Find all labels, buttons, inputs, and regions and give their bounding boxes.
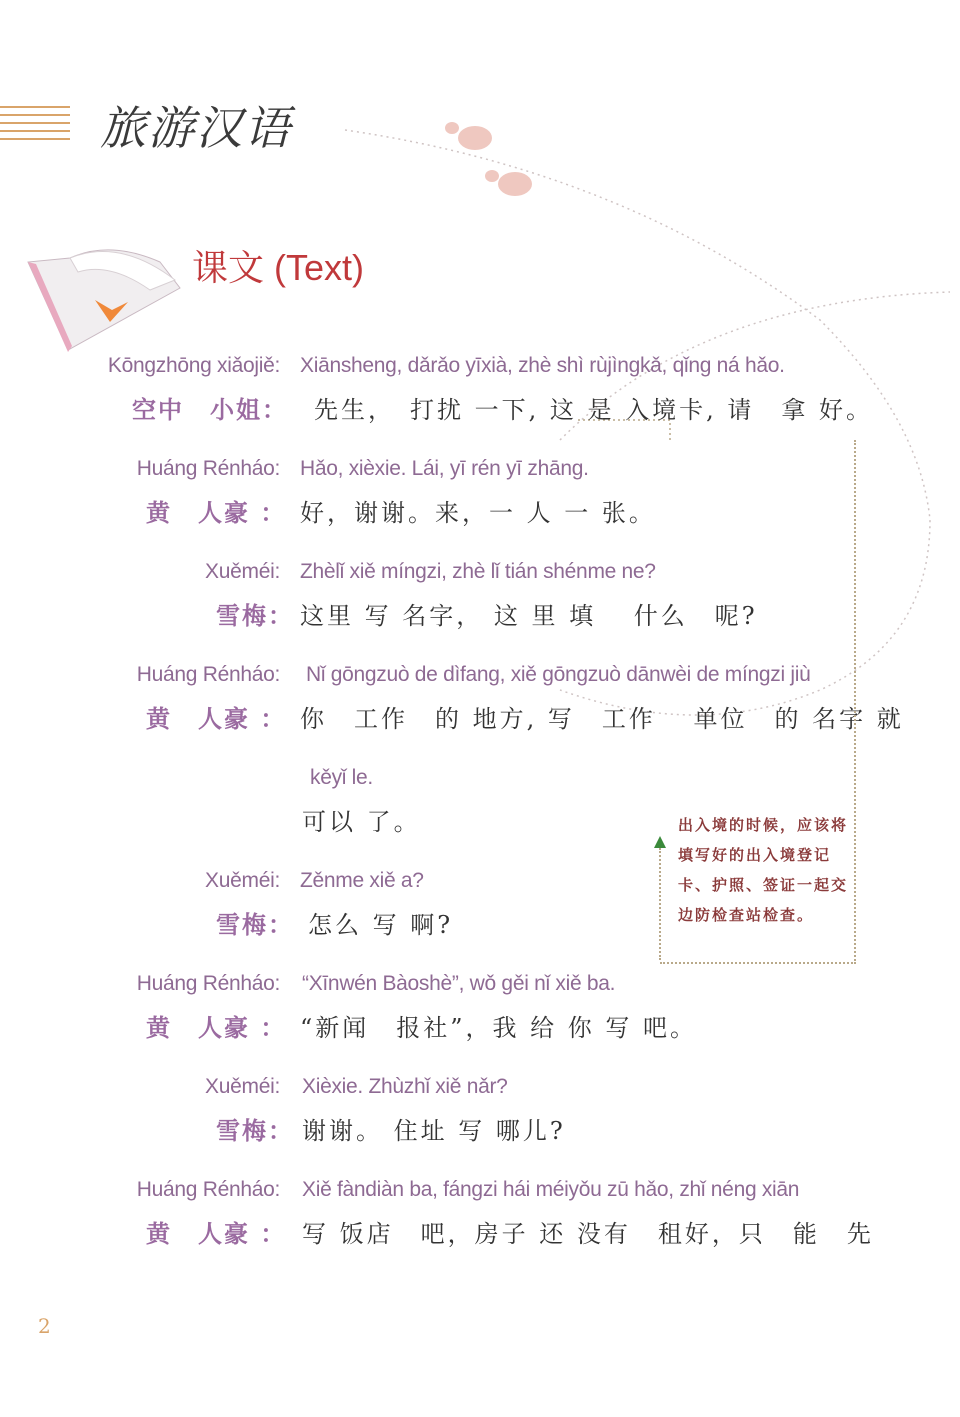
line-pinyin: Zhèlǐ xiě míngzi, zhè lǐ tián shénme ne? bbox=[300, 560, 656, 583]
decorative-stripes bbox=[0, 106, 70, 146]
footprint-icon bbox=[458, 126, 492, 150]
page-number: 2 bbox=[38, 1314, 51, 1338]
speaker-pinyin: Huáng Rénháo: bbox=[136, 457, 280, 480]
line-chinese: 怎么 写 啊? bbox=[308, 911, 454, 939]
line-pinyin: Xiě fàndiàn ba, fángzi hái méiyǒu zū hǎo, zhǐ néng xiān bbox=[302, 1178, 800, 1201]
speaker-chinese: 雪梅： bbox=[216, 602, 294, 630]
line-pinyin: “Xīnwén Bàoshè”, wǒ gěi nǐ xiě ba. bbox=[302, 972, 616, 995]
line-pinyin: Nǐ gōngzuò de dìfang, xiě gōngzuò dānwèi de míngzi jiù bbox=[306, 663, 811, 686]
line-pinyin: kěyǐ le. bbox=[310, 766, 373, 789]
speaker-chinese: 黄 人豪 ： bbox=[146, 1220, 287, 1248]
arrow-up-icon bbox=[654, 836, 666, 848]
cultural-note: 出入境的时候，应该将填写好的出入境登记卡、护照、签证一起交边防检查站检查。 bbox=[678, 816, 849, 924]
speaker-pinyin: Huáng Rénháo: bbox=[136, 1178, 280, 1201]
open-book-icon bbox=[28, 250, 180, 352]
speaker-pinyin: Huáng Rénháo: bbox=[136, 663, 280, 686]
line-chinese: 谢谢。 住址 写 哪儿? bbox=[302, 1117, 566, 1145]
note-arrow-line bbox=[659, 848, 661, 960]
speaker-pinyin: Huáng Rénháo: bbox=[136, 972, 280, 995]
line-pinyin: Xiānsheng, dǎrǎo yīxià, zhè shì rùjìngkǎ, qǐng ná hǎo. bbox=[300, 354, 785, 377]
book-title: 旅游汉语 bbox=[100, 101, 292, 155]
speaker-chinese: 雪梅： bbox=[216, 911, 294, 939]
line-chinese: 先生， 打扰 一下, 这 是 入境卡, 请 拿 好。 bbox=[314, 396, 874, 424]
speaker-chinese: 雪梅： bbox=[216, 1117, 294, 1145]
section-title: 课文 (Text) bbox=[192, 247, 365, 288]
line-chinese: 这里 写 名字， 这 里 填 什么 呢? bbox=[300, 602, 758, 630]
line-chinese: 你 工作 的 地方, 写 工作 单位 的 名字 就 bbox=[300, 705, 904, 733]
line-pinyin: Xièxie. Zhùzhǐ xiě nǎr? bbox=[302, 1075, 508, 1098]
speaker-chinese: 空中 小姐： bbox=[132, 396, 288, 424]
speaker-chinese: 黄 人豪 ： bbox=[146, 499, 287, 527]
speaker-pinyin: Xuěméi: bbox=[205, 869, 280, 892]
line-pinyin: Hǎo, xièxie. Lái, yī rén yī zhāng. bbox=[300, 457, 589, 480]
line-chinese: “新闻 报社”，我 给 你 写 吧。 bbox=[300, 1014, 698, 1042]
footprint-icon bbox=[498, 172, 532, 196]
line-chinese: 可以 了。 bbox=[302, 808, 421, 836]
speaker-pinyin: Xuěméi: bbox=[205, 1075, 280, 1098]
line-chinese: 写 饭店 吧，房子 还 没有 租好，只 能 先 bbox=[302, 1220, 874, 1248]
speaker-pinyin: Kōngzhōng xiǎojiě: bbox=[107, 354, 280, 377]
speaker-pinyin: Xuěméi: bbox=[205, 560, 280, 583]
line-pinyin: Zěnme xiě a? bbox=[300, 869, 424, 892]
line-chinese: 好，谢谢。来，一 人 一 张。 bbox=[300, 499, 656, 527]
speaker-chinese: 黄 人豪 ： bbox=[146, 1014, 287, 1042]
speaker-chinese: 黄 人豪 ： bbox=[146, 705, 287, 733]
